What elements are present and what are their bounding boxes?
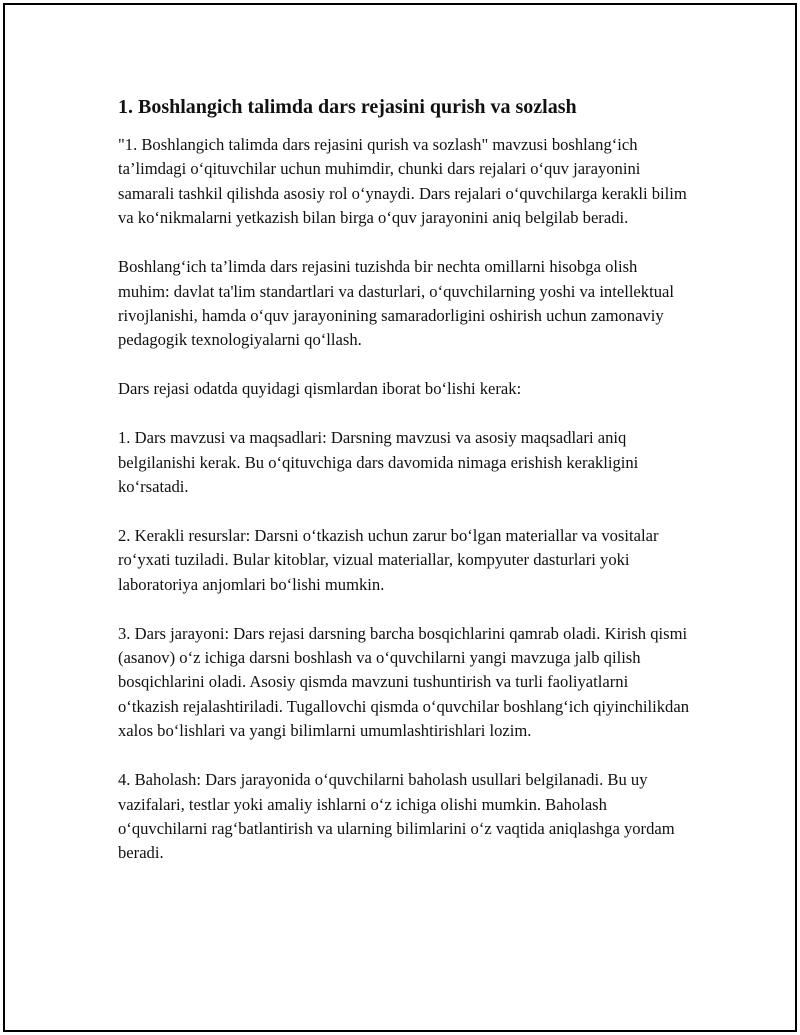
- document-body: [118, 94, 693, 890]
- paragraph-intro: "1. Boshlangich talimda dars rejasini qurish va sozlash" mavzusi boshlang‘ich ta’limdagi o‘qituvchilar uchun muhimdir, chunki dars rejalari o‘quv jarayonini samarali tashkil qilishda asosiy rol o‘ynaydi. Dars rejalari o‘quvchilarga kerakli bilim va ko‘nikmalarni yetkazish bilan birga o‘quv jarayonini aniq belgilab beradi.: [118, 135, 687, 228]
- paragraph-item-3: 3. Dars jarayoni: Dars rejasi darsning barcha bosqichlarini qamrab oladi. Kirish qismi (asanov) o‘z ichiga darsni boshlash va o‘quvchilarni yangi mavzuga jalb qilish bosqichlarini oladi. Asosiy qismda mavzuni tushuntirish va turli faoliyatlarni o‘tkazish rejalashtiriladi. Tugallovchi qismda o‘quvchilar boshlang‘ich qiyinchilikdan xalos bo‘lishlari va yangi bilimlarni umumlashtirishlari lozim.: [118, 623, 689, 741]
- paragraph-item-2: 2. Kerakli resurslar: Darsni o‘tkazish uchun zarur bo‘lgan materiallar va vositalar ro‘yxati tuziladi. Bular kitoblar, vizual materiallar, kompyuter dasturlari yoki laboratoriya anjomlari bo‘lishi mumkin.: [118, 525, 659, 594]
- paragraph-item-1: 1. Dars mavzusi va maqsadlari: Darsning mavzusi va asosiy maqsadlari aniq belgilanishi kerak. Bu o‘qituvchiga dars davomida nimaga erishish kerakligini ko‘rsatadi.: [118, 428, 639, 496]
- paragraph-factors: Boshlang‘ich ta’limda dars rejasini tuzishda bir nechta omillarni hisobga olish muhim: davlat ta'lim standartlari va dasturlari, o‘quvchilarning yoshi va intellektual rivojlanishi, hamda o‘quv jarayonining samaradorligini oshirish uchun zamonaviy pedagogik texnologiyalarni qo‘llash.: [118, 257, 674, 350]
- paragraph-parts-intro: Dars rejasi odatda quyidagi qismlardan iborat bo‘lishi kerak:: [118, 379, 522, 399]
- document-title: 1. Boshlangich talimda dars rejasini qurish va sozlash: [118, 96, 577, 118]
- paragraph-item-4: 4. Baholash: Dars jarayonida o‘quvchilarni baholash usullari belgilanadi. Bu uy vazifalari, testlar yoki amaliy ishlarni o‘z ichiga olishi mumkin. Baholash o‘quvchilarni rag‘batlantirish va ularning bilimlarini o‘z vaqtida aniqlashga yordam beradi.: [118, 770, 675, 863]
